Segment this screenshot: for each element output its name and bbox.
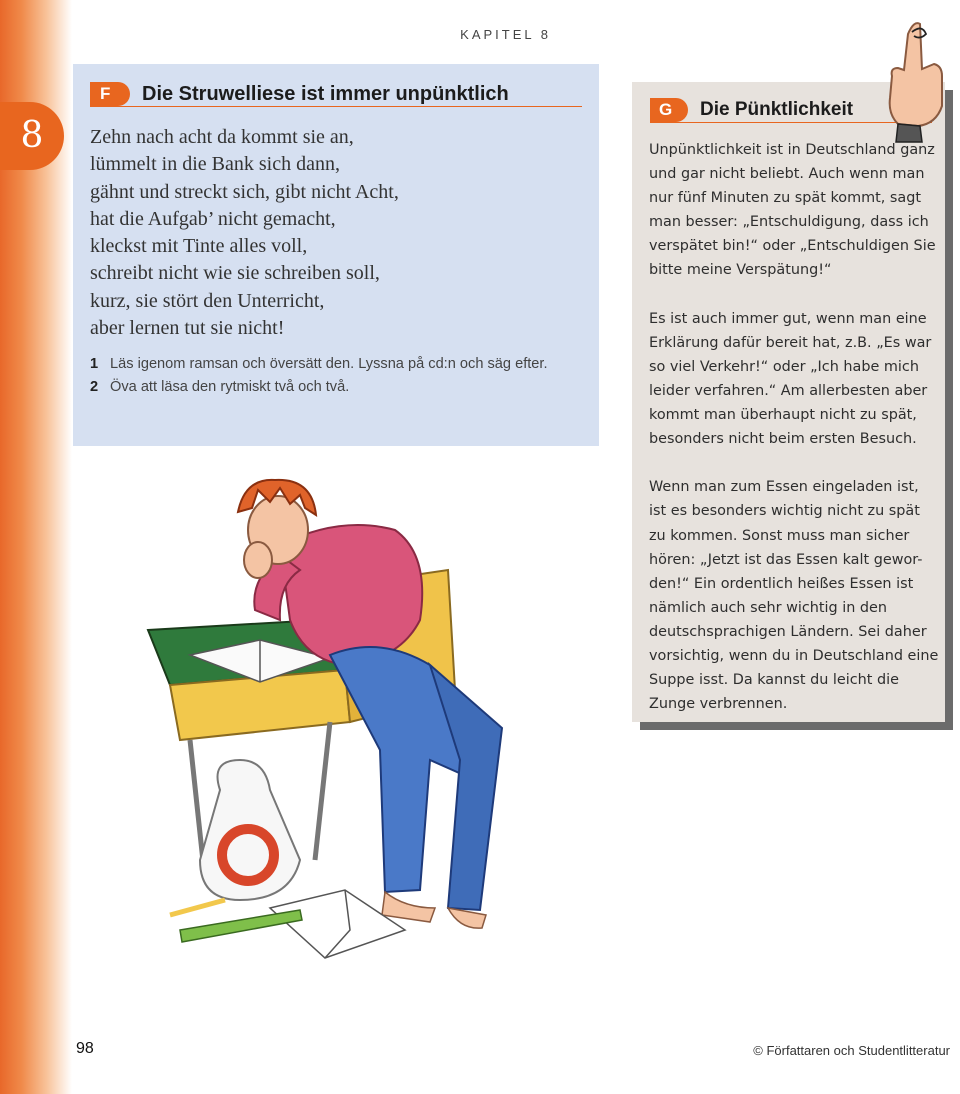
section-g-badge: G [650, 98, 688, 122]
section-g-title: Die Pünktlichkeit [700, 99, 854, 120]
section-f-badge: F [90, 82, 130, 106]
task-list [90, 353, 548, 399]
poem [90, 124, 399, 342]
task-text: Öva att läsa den rytmiskt två och två. [110, 379, 350, 395]
section-g-body [649, 138, 943, 740]
poem-line: kurz, sie stört den Unterricht, [90, 289, 325, 312]
poem-line: hat die Aufgab’ nicht gemacht, [90, 207, 336, 230]
task-number: 2 [90, 379, 99, 395]
task-item [90, 353, 548, 376]
task-text: Läs igenom ramsan och översätt den. Lyssna på cd:n och säg efter. [110, 356, 548, 372]
section-f-title: Die Struwelliese ist immer unpünktlich [142, 83, 509, 105]
girl-at-desk-illustration [130, 460, 560, 980]
copyright-notice: © Författaren och Studentlitteratur [753, 1043, 950, 1058]
poem-line: aber lernen tut sie nicht! [90, 317, 285, 340]
pointing-finger-icon [876, 14, 956, 144]
poem-line: schreibt nicht wie sie schreiben soll, [90, 262, 380, 285]
poem-line: Zehn nach acht da kommt sie an, [90, 126, 354, 148]
paragraph: Es ist auch immer gut, wenn man eine Erklärung dafür bereit hat, z.B. „Es war so viel Verkehr!“ oder „Ich habe mich leider verfahren.“ Am allerbesten aber kommt man überhaupt nicht zu spät, besonders nicht beim ersten Besuch. [649, 310, 932, 448]
page-number: 98 [76, 1040, 94, 1057]
poem-line: gähnt und streckt sich, gibt nicht Acht, [90, 180, 399, 203]
task-number: 1 [90, 356, 99, 372]
poem-line: kleckst mit Tinte alles voll, [90, 235, 308, 258]
chapter-number: 8 [20, 115, 44, 156]
paragraph: Unpünktlichkeit ist in Deutschland ganz und gar nicht beliebt. Auch wenn man nur fünf Minuten zu spät kommt, sagt man besser: „Entschuldigung, dass ich verspätet bin!“ oder „Entschuldigen Sie bitte meine Verspätung!“ [649, 142, 936, 279]
paragraph: Wenn man zum Essen eingeladen ist, ist es besonders wichtig nicht zu spät zu kommen. Sonst muss man sicher hören: „Jetzt ist das Essen kalt gewor- den!“ Ein ordentlich heißes Essen ist nämlich auch sehr wichtig in den deutschsprachigen Ländern. Sei daher vorsichtig, wenn du in Deutschland eine Suppe isst. Da kannst du leicht die Zunge verbrennen. [649, 479, 939, 713]
task-item [90, 376, 548, 399]
running-head: KAPITEL 8 [460, 27, 551, 42]
section-f-divider [90, 106, 582, 107]
poem-line: lümmelt in die Bank sich dann, [90, 153, 340, 176]
